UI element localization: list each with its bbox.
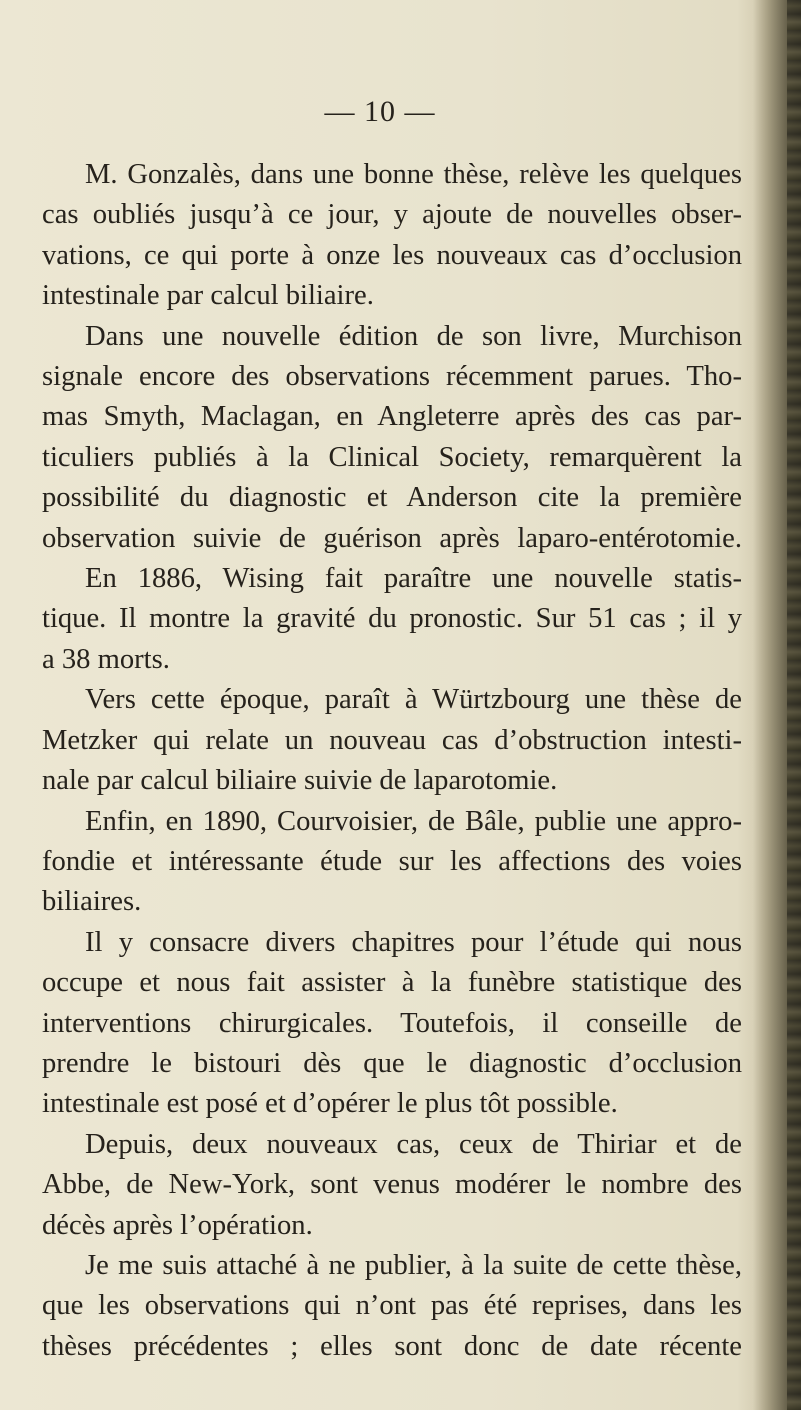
text-line: Enfin, en 1890, Courvoisier, de Bâle, publie une appro- [85,805,742,837]
text-line: Metzker qui relate un nouveau cas d’obstruction intesti- [42,724,742,756]
page-number: — 10 — [324,95,436,128]
text-line: thèses précédentes ; elles sont donc de date récente [42,1330,742,1362]
text-line: Il y consacre divers chapitres pour l’étude qui nous [85,926,742,958]
text-line: Je me suis attaché à ne publier, à la suite de cette thèse, [85,1249,742,1281]
text-line: Vers cette époque, paraît à Würtzbourg une thèse de [85,684,742,716]
text-line: décès après l’opération. [42,1209,313,1241]
text-line: biliaires. [42,886,142,918]
text-line: observation suivie de guérison après laparo-entérotomie. [42,522,742,554]
text-line: que les observations qui n’ont pas été reprises, dans les [42,1290,742,1322]
text-line: fondie et intéressante étude sur les affections des voies [42,845,742,877]
text-line: intestinale est posé et d’opérer le plus tôt possible. [42,1088,618,1120]
text-line: cas oubliés jusqu’à ce jour, y ajoute de nouvelles obser- [42,199,742,231]
text-line: nale par calcul biliaire suivie de laparotomie. [42,765,558,797]
text-line: En 1886, Wising fait paraître une nouvelle statis- [85,563,742,595]
page-binding-edge [787,0,801,1410]
text-line: intestinale par calcul biliaire. [42,280,374,312]
text-line: mas Smyth, Maclagan, en Angleterre après des cas par- [42,401,742,433]
text-line: prendre le bistouri dès que le diagnostic d’occlusion [42,1047,742,1079]
text-line: possibilité du diagnostic et Anderson cite la première [42,482,742,514]
text-line: occupe et nous fait assister à la funèbre statistique des [42,967,742,999]
body-text [42,155,742,1367]
text-line: tique. Il montre la gravité du pronostic. Sur 51 cas ; il y [42,603,742,635]
text-line: M. Gonzalès, dans une bonne thèse, relève les quelques [85,159,742,190]
text-line: Dans une nouvelle édition de son livre, Murchison [85,320,742,352]
text-line: Depuis, deux nouveaux cas, ceux de Thiriar et de [85,1128,742,1160]
text-line: vations, ce qui porte à onze les nouveaux cas d’occlusion [42,239,742,271]
text-line: ticuliers publiés à la Clinical Society, remarquèrent la [42,441,742,473]
text-line: Abbe, de New-York, sont venus modérer le nombre des [42,1169,742,1201]
text-line: a 38 morts. [42,643,170,675]
text-line: signale encore des observations récemment parues. Tho- [42,361,742,393]
text-line: interventions chirurgicales. Toutefois, il conseille de [42,1007,742,1039]
page-edge-shadow [753,0,801,1410]
